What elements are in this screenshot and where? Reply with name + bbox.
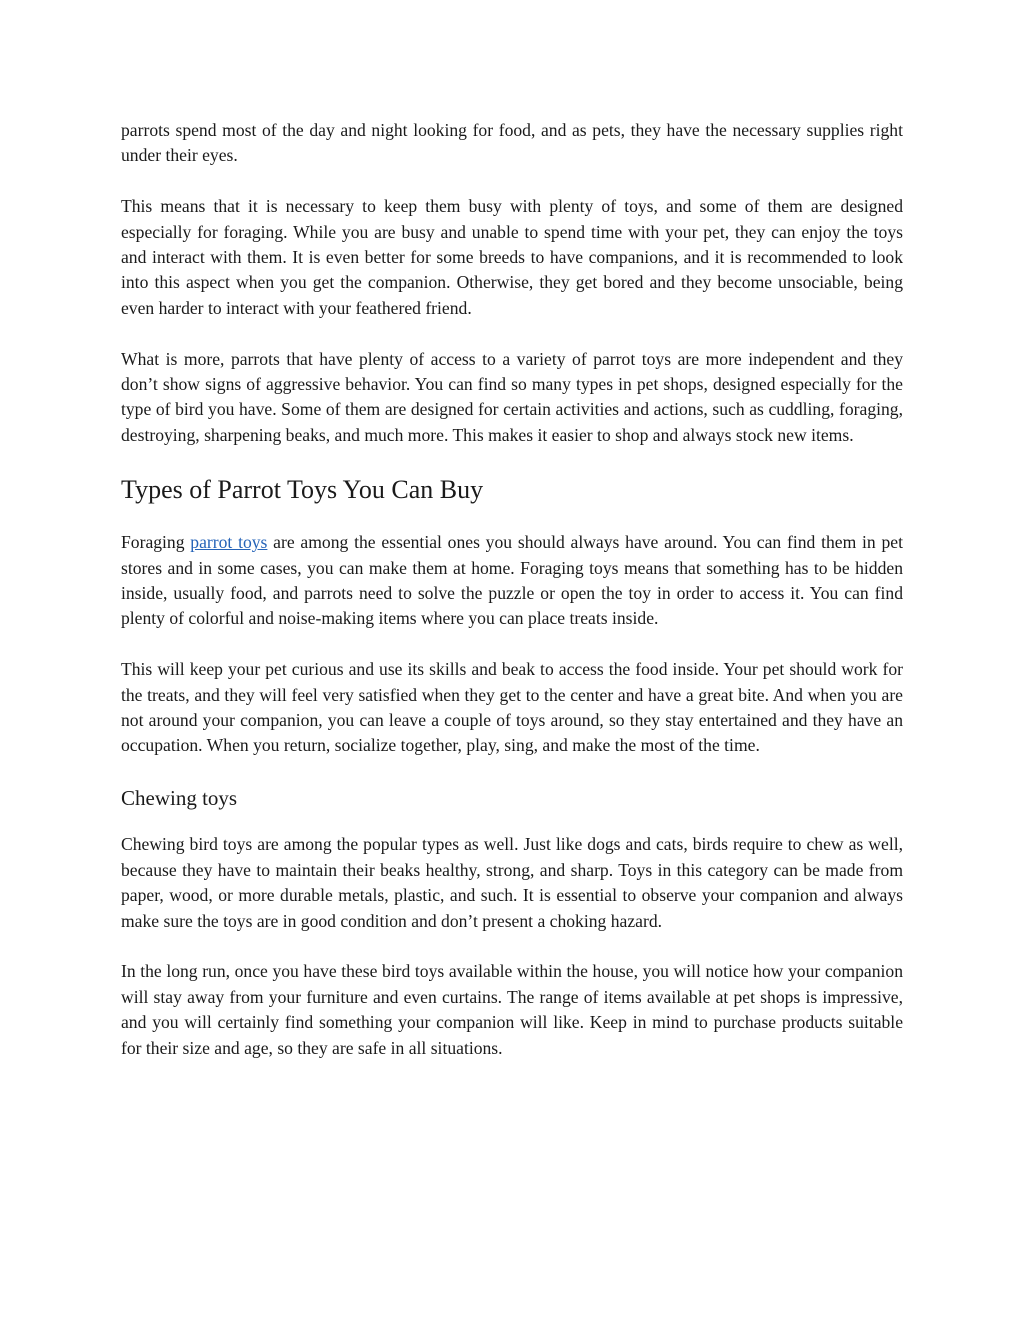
section-heading-types: Types of Parrot Toys You Can Buy	[121, 475, 484, 505]
intro-paragraph-1: parrots spend most of the day and night looking for food, and as pets, they have the necessary supplies right under their eyes.	[121, 120, 903, 166]
section-heading-chewing: Chewing toys	[121, 786, 238, 811]
types-paragraph-2: This will keep your pet curious and use its skills and beak to access the food inside. Your pet should work for the treats, and they will feel very satisfied when they get to the center and have a great bite. And when you are not around your companion, you can leave a couple of toys around, so they stay entertained and they have an occupation. When you return, socialize together, play, sing, and make the most of the time.	[121, 659, 903, 756]
foraging-text-after: are among the essential ones you should always have around. You can find them in pet stores and in some cases, you can make them at home. Foraging toys means that something has to be hidden inside, usually food, and parrots need to solve the puzzle or open the toy in order to access it. You can find plenty of colorful and noise-making items where you can place treats inside.	[121, 532, 903, 629]
intro-paragraph-2: This means that it is necessary to keep them busy with plenty of toys, and some of them are designed especially for foraging. While you are busy and unable to spend time with your pet, they can enjoy the toys and interact with them. It is even better for some breeds to have companions, and it is recommended to look into this aspect when you get the companion. Otherwise, they get bored and they become unsociable, being even harder to interact with your feathered friend.	[121, 196, 903, 318]
chewing-paragraph-2: In the long run, once you have these bird toys available within the house, you will notice how your companion will stay away from your furniture and even curtains. The range of items available at pet shops is impressive, and you will certainly find something your companion will like. Keep in mind to purchase products suitable for their size and age, so they are safe in all situations.	[121, 961, 903, 1058]
document-page	[121, 118, 903, 1086]
intro-paragraph-3: What is more, parrots that have plenty of access to a variety of parrot toys are more independent and they don’t show signs of aggressive behavior. You can find so many types in pet shops, designed especially for the type of bird you have. Some of them are designed for certain activities and actions, such as cuddling, foraging, destroying, sharpening beaks, and much more. This makes it easier to shop and always stock new items.	[121, 348, 903, 445]
chewing-paragraph-1: Chewing bird toys are among the popular types as well. Just like dogs and cats, birds require to chew as well, because they have to maintain their beaks healthy, strong, and sharp. Toys in this category can be made from paper, wood, or more durable metals, plastic, and such. It is essential to observe your companion and always make sure the toys are in good condition and don’t present a choking hazard.	[121, 834, 903, 931]
foraging-paragraph	[121, 530, 903, 632]
parrot-toys-link[interactable]: parrot toys	[190, 532, 268, 553]
foraging-text-before: Foraging	[121, 532, 191, 553]
